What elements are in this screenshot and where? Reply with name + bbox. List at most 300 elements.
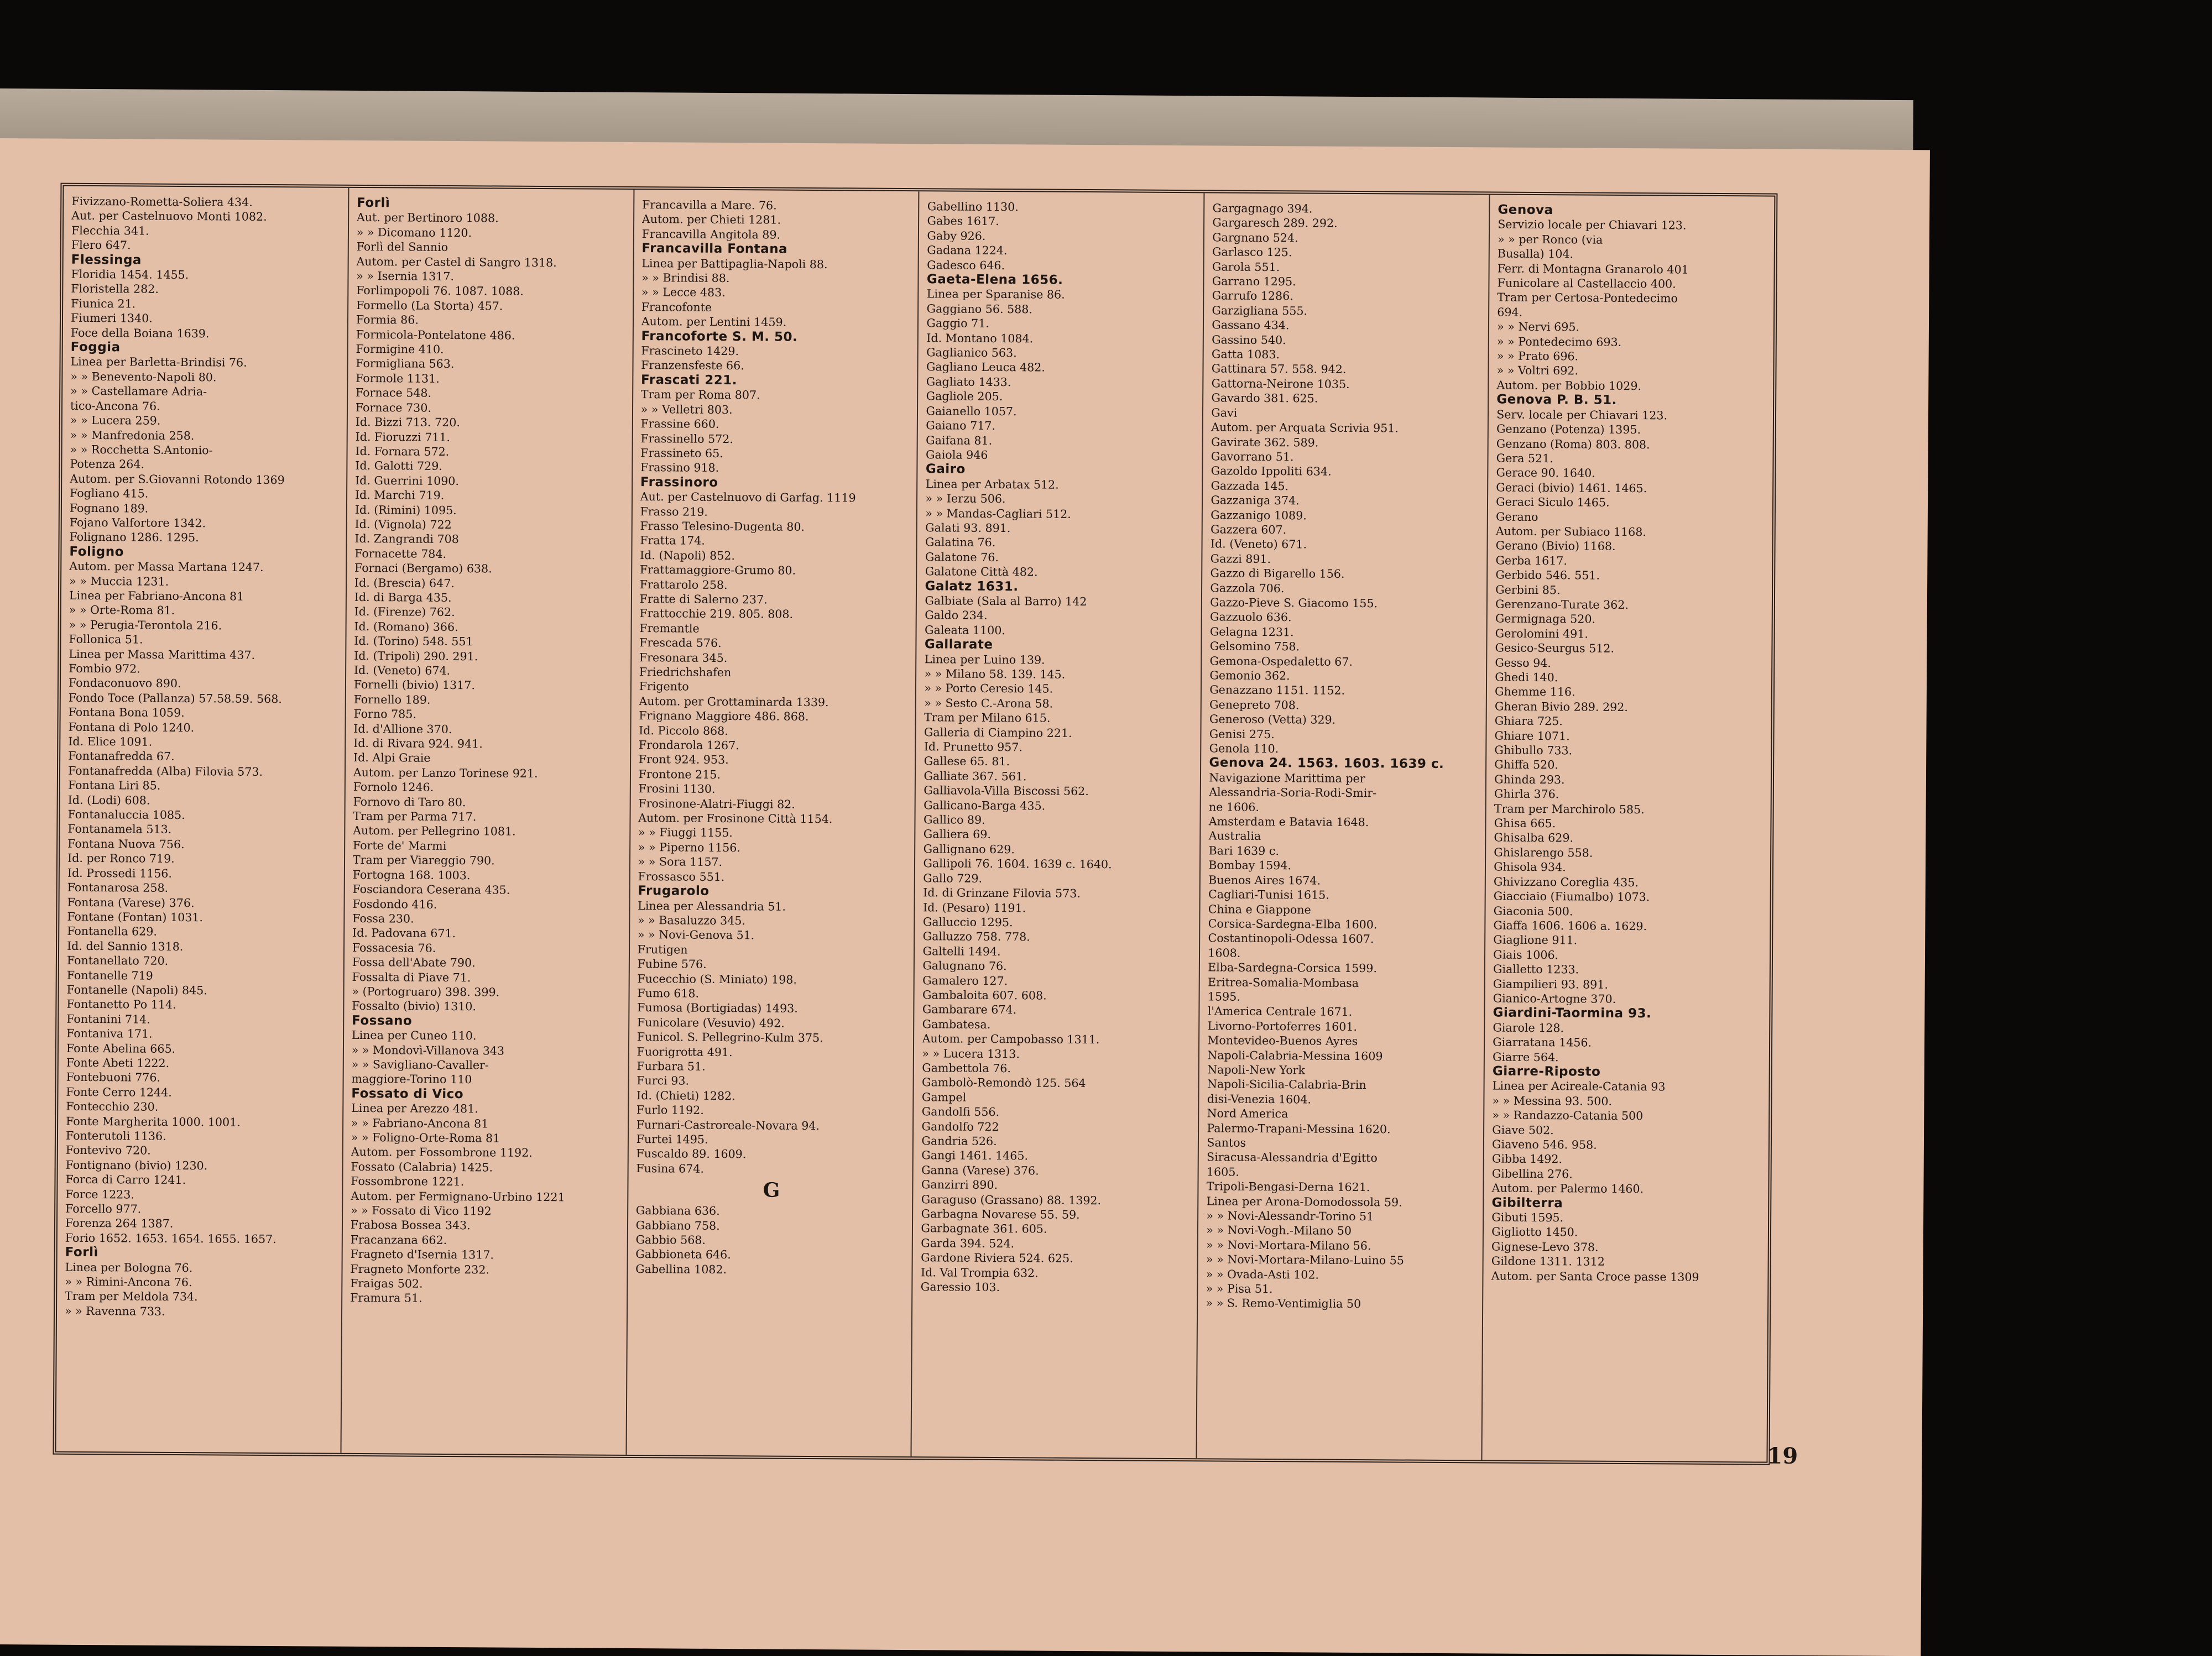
index-entry: Gaglianico 563. bbox=[926, 346, 1017, 360]
index-entry: Id. (Tripoli) 290. 291. bbox=[354, 649, 478, 663]
index-entry: Frasso Telesino-Dugenta 80. bbox=[640, 519, 805, 534]
index-entry: Fogliano 415. bbox=[70, 486, 149, 500]
index-entry: Franzensfeste 66. bbox=[641, 358, 744, 373]
index-entry: Aut. per Bertinoro 1088. bbox=[356, 211, 499, 225]
index-entry: Gangi 1461. 1465. bbox=[921, 1148, 1029, 1163]
index-entry: Galliera 69. bbox=[923, 827, 992, 842]
index-entry: Id. (Napoli) 852. bbox=[639, 548, 735, 562]
index-entry: Gigliotto 1450. bbox=[1491, 1225, 1578, 1239]
index-entry: Gerenzano-Turate 362. bbox=[1495, 597, 1629, 612]
index-entry: Galliavola-Villa Biscossi 562. bbox=[924, 783, 1089, 798]
index-entry: Garda 394. 524. bbox=[921, 1236, 1015, 1251]
index-entry: Linea per Arbatax 512. bbox=[925, 477, 1059, 492]
index-entry: Ghemme 116. bbox=[1495, 685, 1575, 699]
index-entry: Gesico-Seurgus 512. bbox=[1495, 641, 1615, 656]
index-entry: Fontana Bona 1059. bbox=[68, 705, 185, 720]
index-entry: Funicolare al Castellaccio 400. bbox=[1497, 276, 1676, 291]
index-entry: Linea per Massa Marittima 437. bbox=[69, 647, 255, 662]
index-entry: Fontana (Varese) 376. bbox=[67, 895, 195, 910]
index-entry: ne 1606. bbox=[1208, 800, 1259, 814]
index-entry: Frassine 660. bbox=[640, 417, 719, 431]
index-entry: Tram per Certosa-Pontedecimo bbox=[1497, 290, 1678, 305]
index-entry: Fossombrone 1221. bbox=[351, 1174, 465, 1189]
index-entry: Gassino 540. bbox=[1212, 333, 1286, 347]
index-entry: Gaggio 71. bbox=[926, 316, 989, 331]
index-entry: Floridia 1454. 1455. bbox=[71, 267, 189, 282]
index-entry: Galatone Città 482. bbox=[925, 565, 1038, 579]
index-entry: Tripoli-Bengasi-Derna 1621. bbox=[1206, 1179, 1370, 1194]
index-entry: Linea per Fabriano-Ancona 81 bbox=[69, 588, 244, 603]
index-entry: Gargaresch 289. 292. bbox=[1212, 216, 1338, 231]
index-entry: » » Messina 93. 500. bbox=[1492, 1094, 1613, 1108]
index-entry: Frondarola 1267. bbox=[638, 738, 739, 753]
index-entry: Genola 110. bbox=[1209, 741, 1279, 756]
index-entry: Fontaniva 171. bbox=[66, 1026, 153, 1041]
index-entry: Gheran Bivio 289. 292. bbox=[1494, 699, 1628, 714]
index-heading: Genova 24. 1563. 1603. 1639 c. bbox=[1209, 755, 1444, 772]
index-entry: Gabbiano 758. bbox=[635, 1218, 720, 1232]
index-columns bbox=[56, 186, 1774, 1462]
index-column-3 bbox=[627, 190, 920, 1456]
index-entry: Formigine 410. bbox=[356, 342, 444, 356]
index-entry: Galatone 76. bbox=[925, 550, 999, 564]
index-entry: Id. Galotti 729. bbox=[355, 459, 442, 473]
index-entry: Gabbiana 636. bbox=[635, 1204, 720, 1218]
index-entry: Autom. per Massa Martana 1247. bbox=[69, 559, 264, 574]
index-entry: Fracanzana 662. bbox=[350, 1232, 447, 1247]
index-entry: » » Lucera 1313. bbox=[922, 1046, 1020, 1061]
index-entry: 1595. bbox=[1207, 990, 1240, 1004]
index-entry: Australia bbox=[1208, 829, 1261, 843]
index-entry: Ghiare 1071. bbox=[1494, 729, 1570, 743]
index-entry: Garrufo 1286. bbox=[1212, 289, 1293, 303]
index-entry: Id. di Grinzane Filovia 573. bbox=[923, 886, 1081, 901]
index-heading: Gairo bbox=[925, 462, 966, 477]
index-entry: Geraci (bivio) 1461. 1465. bbox=[1496, 480, 1647, 495]
index-entry: Frignano Maggiore 486. 868. bbox=[639, 709, 809, 724]
index-entry: Giarre 564. bbox=[1492, 1050, 1559, 1064]
index-heading: Genova P. B. 51. bbox=[1496, 392, 1617, 408]
index-entry: Gazzera 607. bbox=[1210, 523, 1287, 537]
index-entry: Frigento bbox=[639, 680, 689, 694]
index-entry: Gatta 1083. bbox=[1211, 347, 1280, 362]
index-entry: » » Rimini-Ancona 76. bbox=[65, 1274, 192, 1289]
index-heading: Fossato di Vico bbox=[351, 1086, 464, 1101]
index-entry: Gandolfo 722 bbox=[921, 1119, 999, 1133]
index-entry: Autom. per Subiaco 1168. bbox=[1495, 524, 1646, 539]
index-entry: Fivizzano-Rometta-Soliera 434. bbox=[71, 194, 253, 209]
index-entry: Frassino 918. bbox=[640, 461, 719, 475]
index-entry: Formia 86. bbox=[356, 313, 419, 327]
index-entry: Gesso 94. bbox=[1495, 656, 1551, 670]
index-heading: Fossano bbox=[352, 1013, 413, 1028]
index-entry: » » Savigliano-Cavaller- bbox=[351, 1057, 489, 1072]
index-heading: Gaeta-Elena 1656. bbox=[926, 272, 1063, 288]
index-entry: Gambatesa. bbox=[922, 1017, 991, 1031]
index-entry: Ganna (Varese) 376. bbox=[921, 1163, 1039, 1178]
index-entry: Fonte Abeti 1222. bbox=[66, 1056, 170, 1070]
index-entry: Santos bbox=[1207, 1136, 1246, 1150]
index-entry: Napoli-Calabria-Messina 1609 bbox=[1207, 1048, 1383, 1063]
index-entry: Fontanini 714. bbox=[66, 1012, 150, 1026]
index-entry: Frontone 215. bbox=[638, 767, 721, 781]
index-entry: Forno 785. bbox=[353, 707, 417, 721]
index-entry: Gargnano 524. bbox=[1212, 231, 1298, 245]
index-entry: Fossacesia 76. bbox=[352, 941, 436, 955]
index-entry: Gibuti 1595. bbox=[1491, 1210, 1564, 1225]
index-entry: Forca di Carro 1241. bbox=[65, 1172, 186, 1187]
index-entry: Gazzada 145. bbox=[1211, 479, 1289, 493]
index-entry: Linea per Arona-Domodossola 59. bbox=[1206, 1194, 1402, 1209]
index-entry: Fumo 618. bbox=[637, 986, 700, 1000]
index-entry: Germignaga 520. bbox=[1495, 612, 1596, 626]
index-entry: Serv. locale per Chiavari 123. bbox=[1496, 408, 1668, 422]
index-entry: Fraigas 502. bbox=[350, 1276, 423, 1291]
index-entry: Frosini 1130. bbox=[638, 782, 716, 796]
index-entry: Fucecchio (S. Miniato) 198. bbox=[637, 971, 797, 986]
index-entry: Galluccio 1295. bbox=[922, 915, 1013, 929]
index-entry: Id. di Rivara 924. 941. bbox=[353, 736, 483, 751]
index-entry: Tram per Milano 615. bbox=[924, 711, 1051, 725]
index-entry: Galugnano 76. bbox=[922, 959, 1007, 973]
index-entry: Siracusa-Alessandria d'Egitto bbox=[1207, 1150, 1378, 1165]
index-entry: Formigliana 563. bbox=[356, 357, 455, 371]
index-entry: l'America Centrale 1671. bbox=[1207, 1004, 1353, 1019]
index-entry: » » Orte-Roma 81. bbox=[69, 603, 175, 618]
index-entry: Buenos Aires 1674. bbox=[1208, 873, 1321, 887]
index-entry: Forlì del Sannio bbox=[356, 240, 448, 254]
index-entry: Linea per Arezzo 481. bbox=[351, 1101, 478, 1116]
index-heading: Gibilterra bbox=[1491, 1195, 1563, 1210]
index-entry: Gialletto 1233. bbox=[1493, 962, 1579, 976]
index-entry: Tram per Roma 807. bbox=[640, 388, 760, 402]
index-entry: Fontanarosa 258. bbox=[67, 880, 169, 895]
index-column-1 bbox=[56, 186, 349, 1453]
index-entry: Fuscaldo 89. 1609. bbox=[636, 1147, 747, 1161]
index-entry: Fontana Nuova 756. bbox=[67, 837, 185, 851]
index-entry: Fratte di Salerno 237. bbox=[639, 592, 768, 607]
index-entry: Follonica 51. bbox=[69, 632, 143, 646]
index-entry: maggiore-Torino 110 bbox=[351, 1072, 472, 1086]
index-entry: Giaveno 546. 958. bbox=[1492, 1137, 1597, 1152]
index-entry: Fontanafredda (Alba) Filovia 573. bbox=[67, 764, 263, 779]
index-entry: Autom. per Palermo 1460. bbox=[1491, 1181, 1644, 1196]
index-entry: » » Novi-Vogh.-Milano 50 bbox=[1206, 1223, 1352, 1238]
index-entry: Gattinara 57. 558. 942. bbox=[1211, 362, 1347, 377]
index-entry: Gassano 434. bbox=[1212, 318, 1290, 332]
index-entry: Fragneto Monforte 232. bbox=[350, 1262, 490, 1277]
index-entry: Tram per Viareggio 790. bbox=[352, 853, 495, 868]
index-entry: Ghirla 376. bbox=[1494, 787, 1559, 801]
index-entry: Frossasco 551. bbox=[638, 869, 725, 884]
index-entry: » » Voltri 692. bbox=[1496, 364, 1579, 378]
index-entry: » » Porto Ceresio 145. bbox=[924, 681, 1053, 696]
index-entry: Fiumeri 1340. bbox=[70, 311, 153, 325]
index-entry: Fontanaluccia 1085. bbox=[67, 807, 185, 822]
index-entry: » » Dicomano 1120. bbox=[356, 225, 472, 240]
index-entry: Id. Fornara 572. bbox=[355, 444, 450, 458]
index-entry: Id. (Firenze) 762. bbox=[354, 605, 455, 619]
index-column-6 bbox=[1483, 195, 1775, 1461]
index-entry: Fossa dell'Abate 790. bbox=[352, 955, 476, 970]
index-entry: Fontanellato 720. bbox=[66, 953, 169, 968]
index-entry: Gazoldo Ippoliti 634. bbox=[1211, 464, 1332, 479]
index-entry: Gavirate 362. 589. bbox=[1211, 435, 1319, 450]
index-heading: Frassinoro bbox=[640, 474, 718, 490]
index-entry: Fognano 189. bbox=[69, 501, 149, 515]
index-entry: Gabbioneta 646. bbox=[635, 1247, 731, 1262]
index-entry: Foce della Boiana 1639. bbox=[70, 326, 210, 340]
index-entry: Frosinone-Alatri-Fiuggi 82. bbox=[638, 796, 795, 811]
index-entry: Frassinello 572. bbox=[640, 431, 733, 446]
index-entry: Gampel bbox=[921, 1090, 967, 1104]
index-entry: Autom. per Lentini 1459. bbox=[641, 315, 787, 329]
index-entry: Giaglione 911. bbox=[1493, 933, 1578, 947]
index-entry: Generoso (Vetta) 329. bbox=[1209, 712, 1336, 727]
index-entry: Id. (Chieti) 1282. bbox=[637, 1088, 735, 1103]
index-entry: Napoli-Sicilia-Calabria-Brin bbox=[1207, 1077, 1366, 1092]
index-entry: Fontana di Polo 1240. bbox=[68, 720, 195, 734]
index-entry: Alessandria-Soria-Rodi-Smir- bbox=[1209, 785, 1377, 800]
index-entry: Fontebuoni 776. bbox=[66, 1070, 161, 1085]
index-entry: » » Milano 58. 139. 145. bbox=[924, 667, 1066, 681]
index-entry: Nord America bbox=[1207, 1106, 1288, 1121]
index-entry: Gemona-Ospedaletto 67. bbox=[1209, 654, 1353, 668]
index-entry: Gagliano Leuca 482. bbox=[926, 360, 1045, 375]
index-entry: Aut. per Castelnuovo Monti 1082. bbox=[71, 209, 267, 224]
index-entry: Geraci Siculo 1465. bbox=[1496, 495, 1610, 509]
index-entry: » » Sora 1157. bbox=[638, 855, 723, 869]
index-entry: Linea per Sparanise 86. bbox=[926, 287, 1065, 302]
index-entry: » » Pontedecimo 693. bbox=[1496, 335, 1622, 349]
index-entry: 1605. bbox=[1206, 1165, 1239, 1179]
index-entry: Gera 521. bbox=[1496, 451, 1553, 466]
index-entry: Aut. per Castelnuovo di Garfag. 1119 bbox=[640, 490, 856, 505]
index-entry: » » Ierzu 506. bbox=[925, 492, 1006, 506]
index-entry: Autom. per Bobbio 1029. bbox=[1496, 378, 1642, 393]
index-entry: Formicola-Pontelatone 486. bbox=[356, 327, 515, 342]
index-entry: Id. (Veneto) 674. bbox=[353, 663, 451, 677]
index-entry: » » Mondovì-Villanova 343 bbox=[351, 1043, 505, 1058]
index-heading: Giardini-Taormina 93. bbox=[1493, 1005, 1652, 1021]
index-entry: Forenza 264 1387. bbox=[65, 1216, 174, 1231]
index-entry: Galliate 367. 561. bbox=[924, 769, 1027, 783]
index-entry: Gaiola 946 bbox=[925, 448, 988, 462]
index-entry: Furlo 1192. bbox=[636, 1103, 704, 1117]
index-entry: Fontecchio 230. bbox=[66, 1099, 159, 1114]
index-entry: Frasso 219. bbox=[640, 504, 708, 519]
index-entry: Gaiano 717. bbox=[926, 419, 996, 433]
index-heading: Forlì bbox=[357, 195, 390, 211]
index-entry: Fornaci (Bergamo) 638. bbox=[354, 561, 492, 576]
index-entry: Linea per Luino 139. bbox=[924, 652, 1045, 667]
index-entry: » » Velletri 803. bbox=[640, 402, 733, 416]
index-entry: Fondaconuovo 890. bbox=[68, 676, 181, 691]
index-entry: » » Ovada-Asti 102. bbox=[1206, 1267, 1319, 1282]
index-entry: Fratta 174. bbox=[640, 534, 705, 548]
index-entry: Genzano (Roma) 803. 808. bbox=[1496, 437, 1650, 451]
index-entry: Fumosa (Bortigiadas) 1493. bbox=[637, 1001, 798, 1016]
index-entry: Fontanella 629. bbox=[67, 924, 157, 939]
index-entry: Gandolfi 556. bbox=[921, 1105, 1000, 1119]
index-entry: Gazzola 706. bbox=[1210, 581, 1285, 595]
index-entry: » » Randazzo-Catania 500 bbox=[1492, 1108, 1644, 1123]
index-entry: Framura 51. bbox=[349, 1291, 422, 1305]
index-entry: Galati 93. 891. bbox=[925, 521, 1011, 535]
index-entry: Ghinda 293. bbox=[1494, 772, 1565, 787]
index-heading: Foggia bbox=[70, 339, 121, 355]
index-entry: Autom. per Chieti 1281. bbox=[641, 212, 781, 227]
index-entry: Costantinopoli-Odessa 1607. bbox=[1208, 931, 1374, 946]
index-entry: Garlasco 125. bbox=[1212, 245, 1292, 259]
index-entry: Gandria 526. bbox=[921, 1134, 997, 1148]
index-entry: China e Giappone bbox=[1208, 902, 1311, 917]
index-entry: Ferr. di Montagna Granarolo 401 bbox=[1497, 262, 1689, 276]
index-entry: Id. Guerrini 1090. bbox=[354, 473, 460, 488]
index-entry: Gallico 89. bbox=[923, 813, 985, 827]
index-entry: Id. del Sannio 1318. bbox=[67, 939, 184, 953]
index-entry: » » Mandas-Cagliari 512. bbox=[925, 506, 1071, 521]
index-entry: Gazzo-Pieve S. Giacomo 155. bbox=[1210, 595, 1378, 610]
page-number: 19 bbox=[1767, 1443, 1798, 1469]
index-entry: Fontanafredda 67. bbox=[68, 749, 175, 764]
index-entry: » » Novi-Mortara-Milano 56. bbox=[1206, 1238, 1371, 1253]
index-entry: Frascineto 1429. bbox=[641, 344, 739, 358]
index-entry: Gerbido 546. 551. bbox=[1495, 568, 1600, 582]
index-entry: Galleria di Ciampino 221. bbox=[924, 725, 1072, 740]
index-entry: Id. Prossedi 1156. bbox=[67, 866, 173, 880]
index-entry: Friedrichshafen bbox=[639, 665, 732, 680]
index-entry: Amsterdam e Batavia 1648. bbox=[1208, 814, 1369, 829]
index-entry: Gavorrano 51. bbox=[1211, 450, 1294, 464]
index-entry: Galbiate (Sala al Barro) 142 bbox=[925, 594, 1087, 608]
index-entry: Id. d'Allione 370. bbox=[353, 722, 452, 736]
index-heading: Frascati 221. bbox=[640, 372, 738, 388]
index-entry: Autom. per Santa Croce passe 1309 bbox=[1491, 1269, 1699, 1284]
index-entry: Fornovo di Taro 80. bbox=[353, 795, 466, 809]
index-entry: Gerace 90. 1640. bbox=[1496, 466, 1595, 480]
index-entry: Fosciandora Ceserana 435. bbox=[352, 882, 510, 897]
index-entry: » » Muccia 1231. bbox=[69, 574, 169, 588]
index-entry: Tram per Meldola 734. bbox=[65, 1289, 198, 1304]
index-entry: Fontanelle 719 bbox=[66, 968, 153, 983]
index-entry: » » Novi-Alessandr-Torino 51 bbox=[1206, 1209, 1374, 1224]
index-entry: Genepreto 708. bbox=[1209, 698, 1300, 712]
index-entry: Elba-Sardegna-Corsica 1599. bbox=[1208, 960, 1378, 975]
index-entry: » » Castellamare Adria- bbox=[70, 384, 207, 399]
index-entry: Giacciaio (Fiumalbo) 1073. bbox=[1493, 889, 1650, 904]
index-entry: Id. Bizzi 713. 720. bbox=[355, 415, 460, 430]
index-entry: Id. (Brescia) 647. bbox=[354, 576, 455, 590]
index-entry: Fossalto (bivio) 1310. bbox=[352, 999, 477, 1014]
index-entry: Folignano 1286. 1295. bbox=[69, 530, 199, 545]
index-entry: » » Fiuggi 1155. bbox=[638, 826, 733, 840]
index-entry: Linea per Battipaglia-Napoli 88. bbox=[641, 256, 828, 271]
index-entry: Fossalta di Piave 71. bbox=[352, 970, 471, 984]
index-entry: Id. di Barga 435. bbox=[354, 590, 452, 604]
index-heading: Genova bbox=[1498, 202, 1553, 218]
index-heading: Gallarate bbox=[924, 637, 993, 652]
index-entry: Fuorigrotta 491. bbox=[637, 1044, 733, 1059]
index-heading: Giarre-Riposto bbox=[1492, 1064, 1601, 1079]
index-entry: Fresonara 345. bbox=[639, 650, 728, 665]
index-entry: Gallignano 629. bbox=[923, 842, 1015, 856]
index-entry: Gerano (Bivio) 1168. bbox=[1495, 539, 1616, 553]
index-entry: Garessio 103. bbox=[920, 1280, 1000, 1294]
index-entry: Gagliato 1433. bbox=[926, 375, 1011, 389]
index-entry: » » Fossato di Vico 1192 bbox=[350, 1203, 492, 1218]
index-entry: Gazzuolo 636. bbox=[1209, 610, 1292, 624]
index-entry: Fornelli (bivio) 1317. bbox=[353, 678, 475, 692]
index-entry: Genzano (Potenza) 1395. bbox=[1496, 422, 1641, 437]
index-entry: Napoli-New York bbox=[1207, 1063, 1306, 1077]
index-entry: Navigazione Marittima per bbox=[1209, 771, 1365, 785]
index-entry: Id. (Vignola) 722 bbox=[354, 517, 452, 531]
index-entry: Linea per Cuneo 110. bbox=[351, 1028, 477, 1043]
index-entry: Id. per Ronco 719. bbox=[67, 851, 175, 866]
index-heading: Galatz 1631. bbox=[925, 578, 1019, 594]
index-entry: Fontana Liri 85. bbox=[67, 779, 161, 793]
index-entry: Furtei 1495. bbox=[636, 1132, 708, 1146]
index-entry: Linea per Acireale-Catania 93 bbox=[1492, 1079, 1666, 1094]
index-entry: Fonte Margherita 1000. 1001. bbox=[66, 1114, 241, 1129]
index-entry: Busalla) 104. bbox=[1497, 247, 1574, 261]
index-entry: Id. Val Trompia 632. bbox=[920, 1265, 1039, 1280]
index-entry: disi-Venezia 1604. bbox=[1207, 1092, 1312, 1106]
index-entry: Ghisola 934. bbox=[1494, 860, 1566, 874]
index-entry: Gallicano-Barga 435. bbox=[924, 798, 1046, 813]
index-entry: Ghisalba 629. bbox=[1494, 830, 1574, 845]
index-entry: Garola 551. bbox=[1212, 260, 1280, 274]
index-column-4 bbox=[912, 191, 1205, 1458]
index-entry: » » Piperno 1156. bbox=[638, 840, 741, 855]
index-entry: » » S. Remo-Ventimiglia 50 bbox=[1206, 1296, 1361, 1311]
index-entry: Id. Zangrandi 708 bbox=[354, 532, 459, 546]
index-entry: Gazzanigo 1089. bbox=[1211, 508, 1307, 522]
index-entry: » » Perugia-Terontola 216. bbox=[69, 618, 222, 633]
index-entry: Giaffa 1606. 1606 a. 1629. bbox=[1493, 918, 1647, 933]
index-entry: Gaby 926. bbox=[927, 229, 986, 243]
index-heading: Forlì bbox=[65, 1245, 98, 1260]
index-entry: Fiunica 21. bbox=[71, 296, 136, 311]
index-entry: Galeata 1100. bbox=[925, 623, 1005, 637]
index-entry: Ghisa 665. bbox=[1494, 816, 1556, 830]
index-entry: 694. bbox=[1497, 305, 1523, 319]
index-entry: Linea per Bologna 76. bbox=[65, 1260, 193, 1274]
index-column-2 bbox=[341, 188, 634, 1455]
index-entry: Giarratana 1456. bbox=[1493, 1035, 1592, 1049]
index-entry: Francavilla a Mare. 76. bbox=[641, 198, 777, 212]
index-entry: Autom. per S.Giovanni Rotondo 1369 bbox=[70, 472, 285, 487]
index-entry: Gallese 65. 81. bbox=[924, 754, 1010, 769]
index-entry: Galluzzo 758. 778. bbox=[922, 929, 1030, 944]
index-entry: Gazzi 891. bbox=[1210, 552, 1271, 566]
index-entry: Id. (Veneto) 671. bbox=[1210, 537, 1307, 551]
index-entry: Gambettola 76. bbox=[922, 1061, 1011, 1075]
index-entry: Montevideo-Buenos Ayres bbox=[1207, 1033, 1358, 1048]
index-entry: » » Basaluzzo 345. bbox=[637, 913, 746, 928]
index-entry: 1608. bbox=[1208, 946, 1241, 960]
index-entry: Fossato (Calabria) 1425. bbox=[351, 1159, 493, 1174]
index-entry: » » per Ronco (via bbox=[1498, 232, 1603, 247]
index-entry: Gaifana 81. bbox=[926, 433, 993, 447]
index-entry: Fragneto d'Isernia 1317. bbox=[350, 1247, 494, 1262]
index-entry: Potenza 264. bbox=[70, 457, 145, 471]
index-entry: Force 1223. bbox=[65, 1187, 135, 1201]
index-frame bbox=[53, 183, 1777, 1465]
index-entry: Formole 1131. bbox=[356, 371, 440, 385]
index-entry: Frutigen bbox=[637, 942, 688, 957]
